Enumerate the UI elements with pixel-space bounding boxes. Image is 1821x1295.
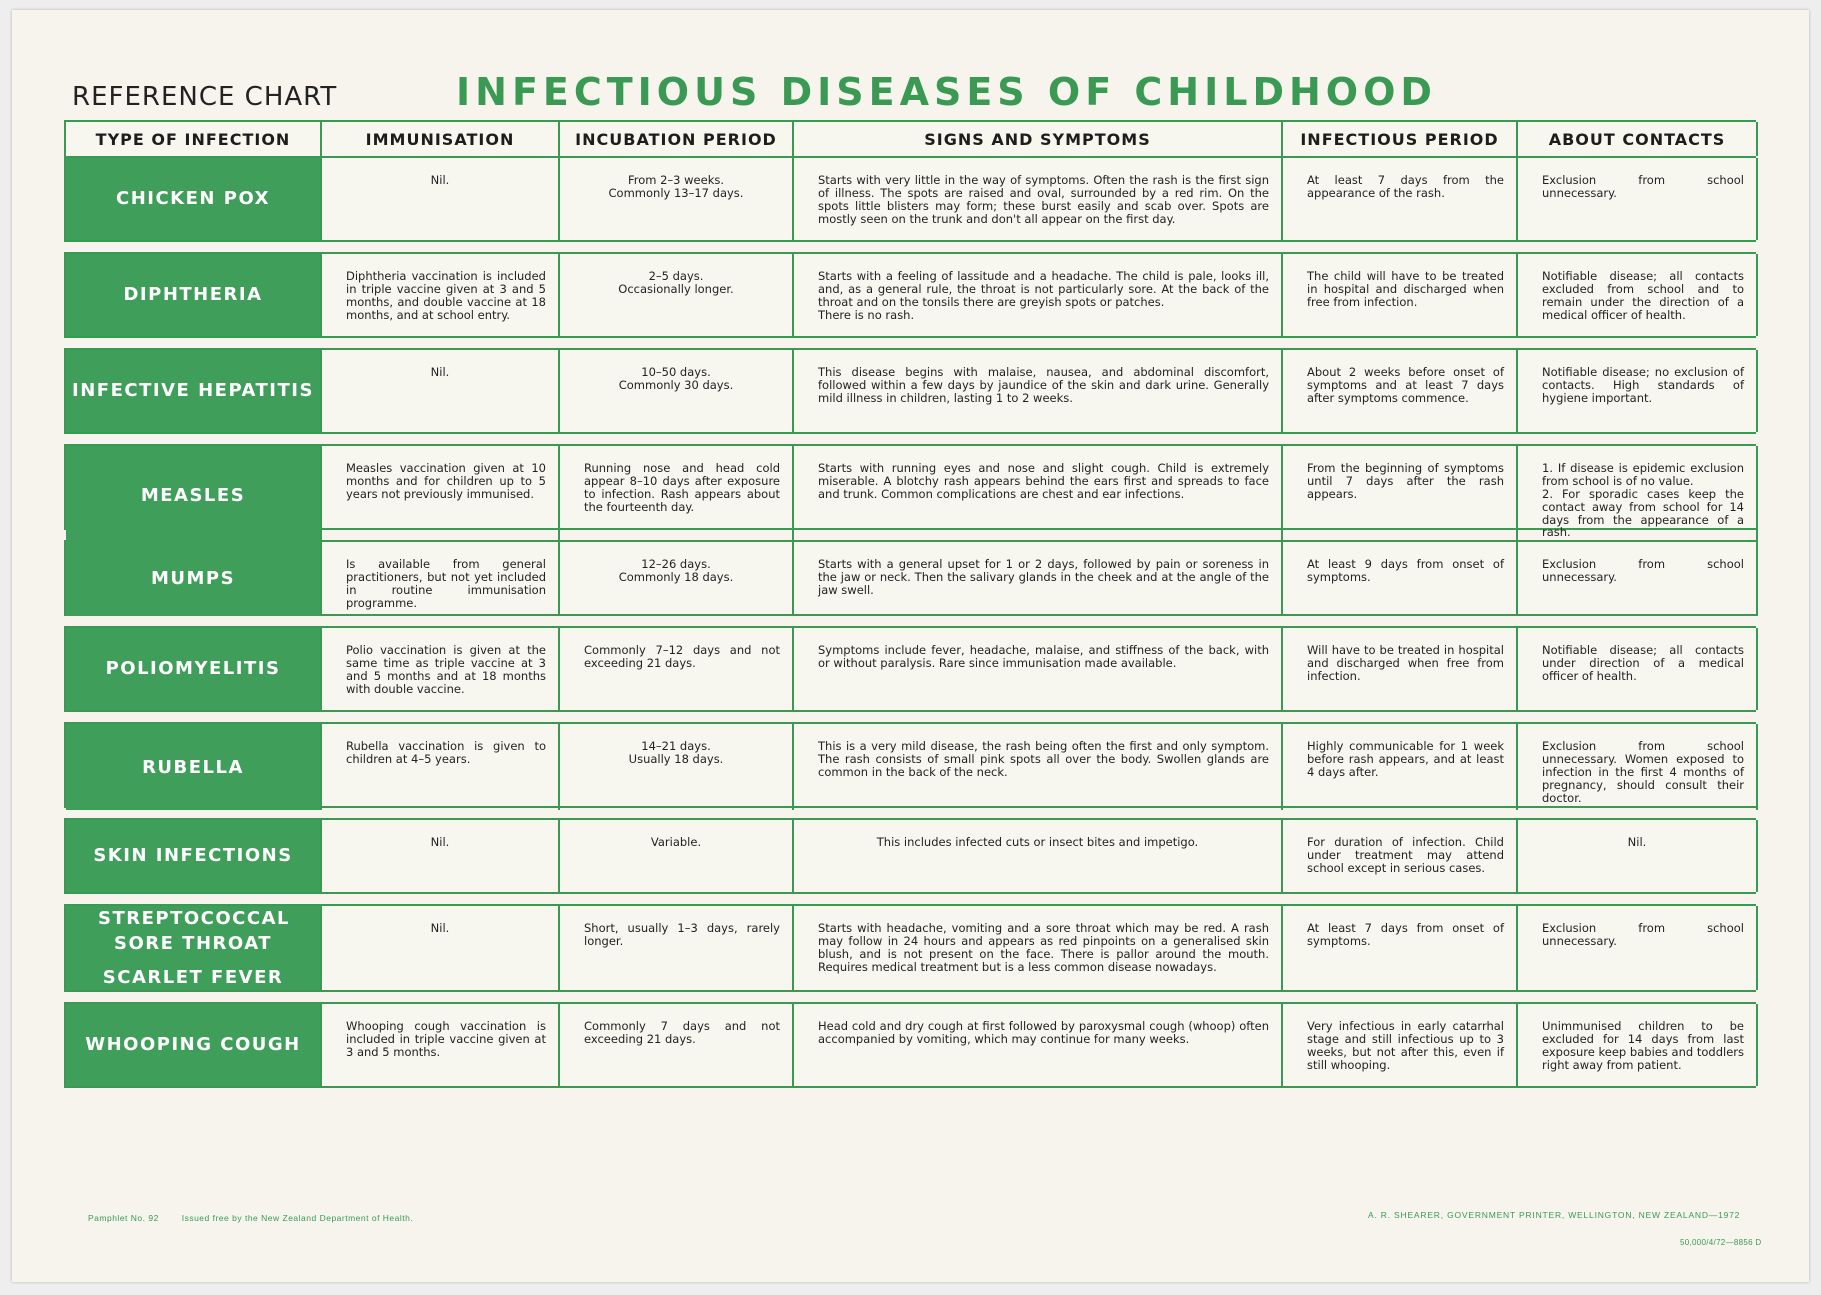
immunisation-cell: Measles vaccination given at 10 months and for children up to 5 years not previously immunised.: [322, 446, 560, 545]
infection-name-text: WHOOPING COUGH: [85, 1034, 301, 1056]
infection-name-text: SKIN INFECTIONS: [93, 845, 293, 867]
print-code: 50,000/4/72—8856 D: [1680, 1238, 1762, 1247]
column-header: INCUBATION PERIOD: [560, 122, 794, 156]
infectious-cell: About 2 weeks before onset of symptoms and at least 7 days after symptoms commence.: [1283, 350, 1518, 432]
signs-cell: This is a very mild disease, the rash being often the first and only symptom. The rash consists of small pink spots all over the body. Swollen glands are common in the back of the neck.: [794, 724, 1283, 810]
infection-name: [66, 158, 322, 240]
infectious-cell: For duration of infection. Child under treatment may attend school except in serious cases.: [1283, 820, 1518, 892]
infection-name: [66, 446, 322, 545]
table-body: [64, 158, 1756, 1088]
signs-cell: Symptoms include fever, headache, malaise, and stiffness of the back, with or without paralysis. Rare since immunisation made available.: [794, 628, 1283, 710]
reference-chart-label: REFERENCE CHART: [72, 82, 338, 112]
infection-name-text: POLIOMYELITIS: [105, 658, 281, 680]
contacts-cell: Notifiable disease; all contacts under direction of a medical officer of health.: [1518, 628, 1758, 710]
infection-name: [66, 1004, 322, 1086]
immunisation-cell: Whooping cough vaccination is included in triple vaccine given at 3 and 5 months.: [322, 1004, 560, 1086]
disease-table: [64, 120, 1756, 1088]
infectious-cell: From the beginning of symptoms until 7 days after the rash appears.: [1283, 446, 1518, 545]
infectious-cell: Highly communicable for 1 week before rash appears, and at least 4 days after.: [1283, 724, 1518, 810]
infection-name-text: MUMPS: [150, 568, 236, 590]
infectious-cell: Very infectious in early catarrhal stage and still infectious up to 3 weeks, but not after this, even if still whooping.: [1283, 1004, 1518, 1086]
infection-name-text: INFECTIVE HEPATITIS: [72, 380, 314, 402]
signs-cell: This disease begins with malaise, nausea, and abdominal discomfort, followed within a few days by jaundice of the skin and dark urine. Generally mild illness in children, lasting 1 to 2 weeks.: [794, 350, 1283, 432]
signs-cell: Starts with very little in the way of symptoms. Often the rash is the first sign of illness. The spots are raised and oval, surrounded by a red rim. On the spots little blisters may form; these burst easily and scab over. Spots are mostly seen on the trunk and don't all appear on the first day.: [794, 158, 1283, 240]
incubation-cell: 2–5 days. Occasionally longer.: [560, 254, 794, 336]
infection-name: [66, 350, 322, 432]
infection-name-text: STREPTOCOCCAL SORE THROAT: [98, 908, 291, 955]
column-header: INFECTIOUS PERIOD: [1283, 122, 1518, 156]
contacts-cell: 1. If disease is epidemic exclusion from school is of no value. 2. For sporadic cases keep the contact away from school for 14 days from the appearance of a rash.: [1518, 446, 1758, 545]
contacts-cell: Exclusion from school unnecessary. Women exposed to infection in the first 4 months of pregnancy, should consult their doctor.: [1518, 724, 1758, 810]
table-row: [64, 252, 1756, 338]
infection-name: [66, 820, 322, 892]
immunisation-cell: Nil.: [322, 906, 560, 990]
infectious-cell: At least 7 days from onset of symptoms.: [1283, 906, 1518, 990]
infectious-cell: At least 7 days from the appearance of the rash.: [1283, 158, 1518, 240]
infection-name-text: DIPHTHERIA: [123, 284, 263, 306]
infection-name-text: MEASLES: [140, 485, 246, 507]
table-header-row: [64, 120, 1756, 158]
column-header: IMMUNISATION: [322, 122, 560, 156]
immunisation-cell: Nil.: [322, 820, 560, 892]
table-row: [64, 540, 1756, 616]
immunisation-cell: Is available from general practitioners, but not yet included in routine immunisation programme.: [322, 542, 560, 616]
table-row: [64, 722, 1756, 808]
incubation-cell: 12–26 days. Commonly 18 days.: [560, 542, 794, 616]
pamphlet-number: Pamphlet No. 92: [88, 1213, 159, 1223]
contacts-cell: Notifiable disease; all contacts excluded from school and to remain under the direction of a medical officer of health.: [1518, 254, 1758, 336]
infection-name-secondary: SCARLET FEVER: [102, 966, 284, 988]
contacts-cell: Nil.: [1518, 820, 1758, 892]
immunisation-cell: Rubella vaccination is given to children at 4–5 years.: [322, 724, 560, 810]
infection-name: [66, 542, 322, 616]
signs-cell: This includes infected cuts or insect bites and impetigo.: [794, 820, 1283, 892]
contacts-cell: Notifiable disease; no exclusion of contacts. High standards of hygiene important.: [1518, 350, 1758, 432]
incubation-cell: Commonly 7 days and not exceeding 21 days.: [560, 1004, 794, 1086]
column-header: TYPE OF INFECTION: [66, 122, 322, 156]
infection-name: [66, 628, 322, 710]
incubation-cell: Short, usually 1–3 days, rarely longer.: [560, 906, 794, 990]
contacts-cell: Exclusion from school unnecessary.: [1518, 542, 1758, 616]
table-row: [64, 1002, 1756, 1088]
immunisation-cell: Polio vaccination is given at the same time as triple vaccine at 3 and 5 months and at 18 months with double vaccine.: [322, 628, 560, 710]
table-row: [64, 348, 1756, 434]
signs-cell: Starts with a feeling of lassitude and a headache. The child is pale, looks ill, and, as a general rule, the throat is not particularly sore. At the back of the throat and on the tonsils there are greyish spots or patches. There is no rash.: [794, 254, 1283, 336]
column-header: ABOUT CONTACTS: [1518, 122, 1758, 156]
contacts-cell: Unimmunised children to be excluded for 14 days from last exposure keep babies and toddlers right away from patient.: [1518, 1004, 1758, 1086]
infectious-cell: At least 9 days from onset of symptoms.: [1283, 542, 1518, 616]
incubation-cell: Variable.: [560, 820, 794, 892]
incubation-cell: Commonly 7–12 days and not exceeding 21 days.: [560, 628, 794, 710]
column-header: SIGNS AND SYMPTOMS: [794, 122, 1283, 156]
incubation-cell: 10–50 days. Commonly 30 days.: [560, 350, 794, 432]
infection-name-text: RUBELLA: [142, 756, 244, 778]
incubation-cell: From 2–3 weeks. Commonly 13–17 days.: [560, 158, 794, 240]
table-row: [64, 158, 1756, 242]
contacts-cell: Exclusion from school unnecessary.: [1518, 906, 1758, 990]
infection-name: [66, 906, 322, 990]
table-row: [64, 626, 1756, 712]
infection-name: [66, 254, 322, 336]
incubation-cell: Running nose and head cold appear 8–10 days after exposure to infection. Rash appears about the fourteenth day.: [560, 446, 794, 545]
incubation-cell: 14–21 days. Usually 18 days.: [560, 724, 794, 810]
immunisation-cell: Diphtheria vaccination is included in triple vaccine given at 3 and 5 months, and double vaccine at 18 months, and at school entry.: [322, 254, 560, 336]
signs-cell: Starts with a general upset for 1 or 2 days, followed by pain or soreness in the jaw or neck. Then the salivary glands in the cheek and at the angle of the jaw swell.: [794, 542, 1283, 616]
printer-credit: A. R. SHEARER, GOVERNMENT PRINTER, WELLINGTON, NEW ZEALAND—1972: [1368, 1210, 1741, 1220]
table-row: [64, 904, 1756, 992]
signs-cell: Starts with headache, vomiting and a sore throat which may be red. A rash may follow in 24 hours and appears as red pinpoints on a generalised skin blush, and is not present on the face. There is pallor around the mouth. Requires medical treatment but is a less common disease nowadays.: [794, 906, 1283, 990]
immunisation-cell: Nil.: [322, 158, 560, 240]
table-row: [64, 818, 1756, 894]
table-row: [64, 444, 1756, 540]
footer-left: [88, 1213, 413, 1223]
contacts-cell: Exclusion from school unnecessary.: [1518, 158, 1758, 240]
signs-cell: Starts with running eyes and nose and slight cough. Child is extremely miserable. A blotchy rash appears behind the ears first and spreads to face and trunk. Common complications are chest and ear infections.: [794, 446, 1283, 545]
infection-name-text: CHICKEN POX: [116, 188, 270, 210]
immunisation-cell: Nil.: [322, 350, 560, 432]
page-title: INFECTIOUS DISEASES OF CHILDHOOD: [456, 70, 1437, 114]
infection-name: [66, 724, 322, 810]
issued-note: Issued free by the New Zealand Department of Health.: [181, 1213, 414, 1223]
signs-cell: Head cold and dry cough at first followed by paroxysmal cough (whoop) often accompanied by vomiting, which may continue for many weeks.: [794, 1004, 1283, 1086]
infectious-cell: The child will have to be treated in hospital and discharged when free from infection.: [1283, 254, 1518, 336]
infectious-cell: Will have to be treated in hospital and discharged when free from infection.: [1283, 628, 1518, 710]
